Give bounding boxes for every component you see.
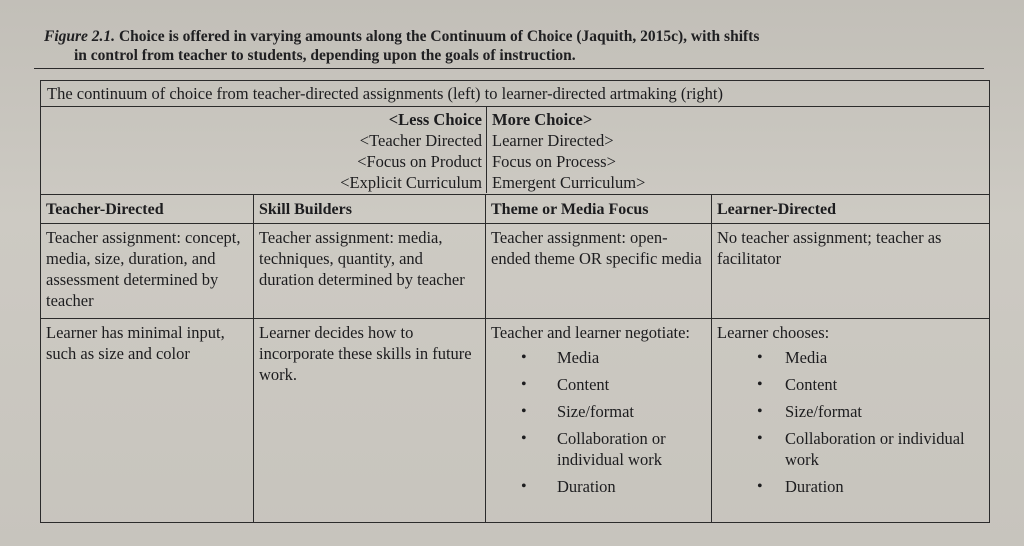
continuum-left-item: <Teacher Directed [359,131,482,151]
column-header: Skill Builders [254,195,486,223]
continuum-right-item: Focus on Process> [492,152,616,172]
learner-text: Teacher and learner negotiate: [491,322,691,342]
learner-cell [254,318,486,522]
list-item: • Media [491,347,706,368]
column-header: Theme or Media Focus [486,195,712,223]
list-item: • Collaboration or individual work [491,428,706,470]
learner-cell [712,318,990,522]
figure-label: Figure 2.1. [44,28,116,45]
list-item: • Collaboration or individual work [717,428,984,470]
continuum-row [41,107,990,195]
learner-text: Learner has minimal input, such as size and color [46,322,225,363]
caption-rule [34,68,984,69]
column-header: Learner-Directed [712,195,990,223]
continuum-right-item: More Choice> [492,110,593,130]
caption-line-1: Choice is offered in varying amounts along the Continuum of Choice (Jaquith, 2015c), with shifts [118,28,760,45]
list-item: • Content [491,374,706,395]
learner-row [41,318,990,522]
learner-text: Learner decides how to incorporate these skills in future work. [259,322,472,384]
assignment-cell: Teacher assignment: media, techniques, quantity, and duration determined by teacher [254,223,486,318]
list-item: • Content [717,374,984,395]
table-title: The continuum of choice from teacher-directed assignments (left) to learner-directed artmaking (right) [41,81,990,107]
list-item: • Size/format [491,401,706,422]
negotiate-list [491,347,706,497]
continuum-right-item: Learner Directed> [492,131,614,151]
list-item: • Duration [491,476,706,497]
list-item: • Size/format [717,401,984,422]
chooses-list [717,347,984,497]
continuum-left-item: <Focus on Product [357,152,482,172]
continuum-left-item: <Less Choice [388,110,482,130]
assignment-cell: Teacher assignment: open-ended theme OR specific media [486,223,712,318]
continuum-cell [41,107,990,195]
learner-cell [486,318,712,522]
continuum-table [40,80,990,523]
assignment-cell: No teacher assignment; teacher as facilitator [712,223,990,318]
column-header-row [41,195,990,223]
caption-line-2: in control from teacher to students, depending upon the goals of instruction. [74,47,576,64]
table-title-row [41,81,990,107]
figure-caption [44,27,994,65]
continuum-left [41,107,487,193]
learner-cell [41,318,254,522]
assignment-cell: Teacher assignment: concept, media, size, duration, and assessment determined by teacher [41,223,254,318]
continuum-left-item: <Explicit Curriculum [340,173,482,193]
column-header: Teacher-Directed [41,195,254,223]
continuum-right [487,107,989,193]
list-item: • Media [717,347,984,368]
learner-text: Learner chooses: [717,322,830,342]
continuum-right-item: Emergent Curriculum> [492,173,646,193]
list-item: • Duration [717,476,984,497]
assignment-row [41,223,990,318]
